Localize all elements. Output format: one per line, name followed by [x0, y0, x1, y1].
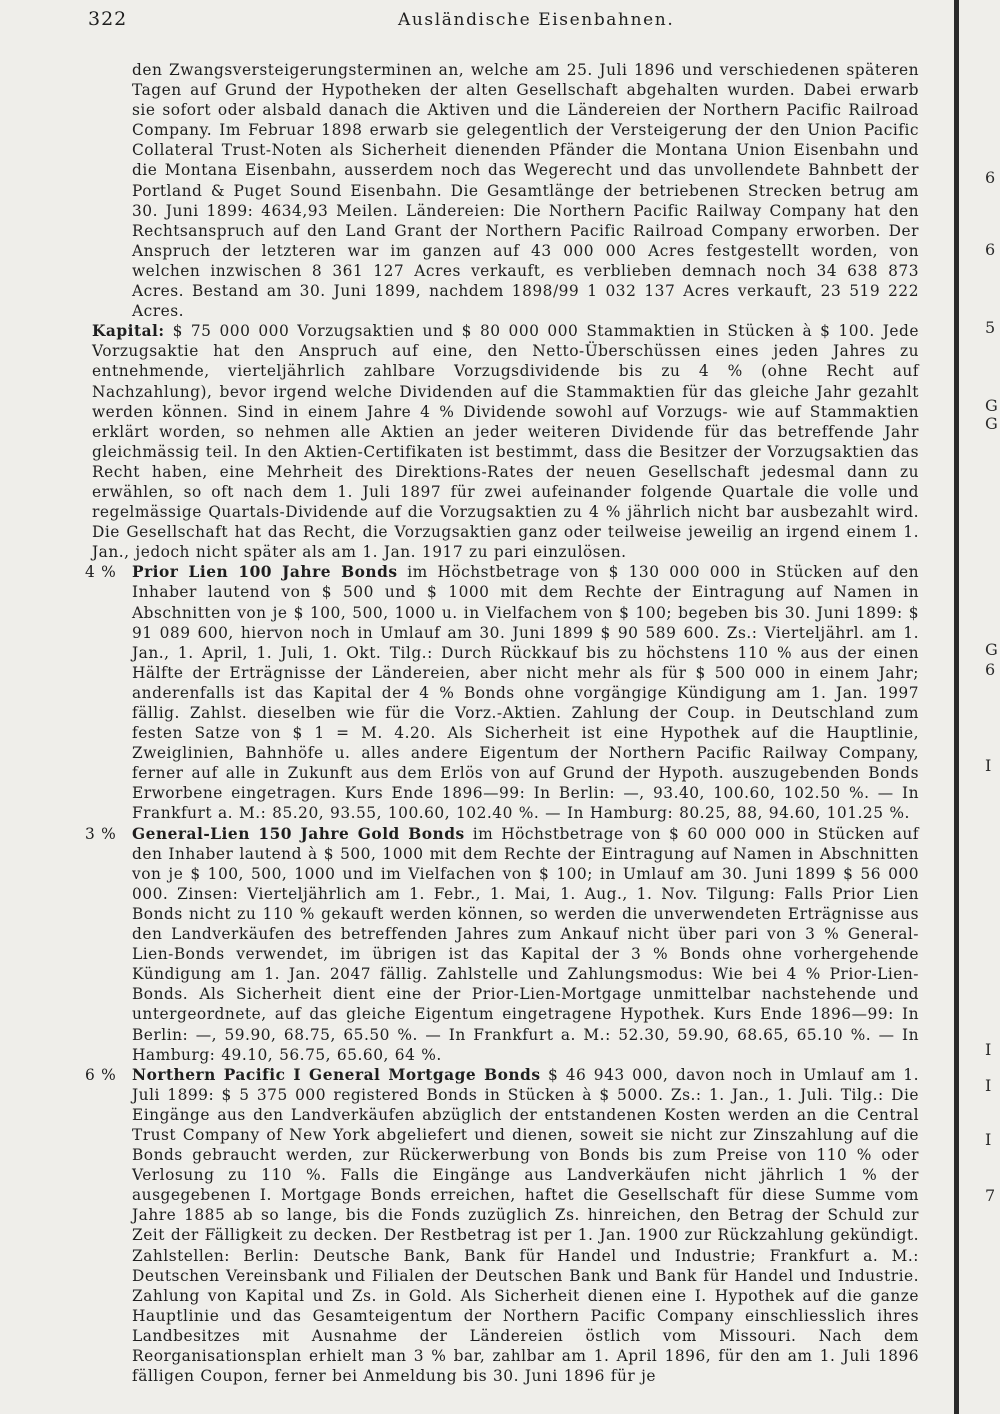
interest-rate-marker: 6 %	[85, 1065, 117, 1084]
interest-rate-marker: 3 %	[85, 824, 117, 843]
section-text: im Höchstbetrage von $ 130 000 000 in Stücken auf den Inhaber lautend von $ 500 und $ 1000 mit dem Rechte der Eintragung auf Namen in Abschnitten von je $ 100, 500, 1000 u. in Vielfachem von $ 100; begeben bis 30. Juni 1899: $ 91 089 600, hiervon noch in Umlauf am 30. Juni 1899 $ 90 589 600. Zs.: Vierteljährl. am 1. Jan., 1. April, 1. Juli, 1. Okt. Tilg.: Durch Rückkauf bis zu höchstens 110 % aus der einen Hälfte der Erträgnisse der Ländereien, aber nicht mehr als für $ 500 000 in einem Jahr; anderenfalls ist das Kapital der 4 % Bonds ohne vorgängige Kündigung am 1. Jan. 1997 fällig. Zahlst. dieselben wie für die Vorz.-Aktien. Zahlung der Coup. in Deutschland zum festen Satze von $ 1 = M. 4.20. Als Sicherheit ist eine Hypothek auf die Hauptlinie, Zweiglinien, Bahnhöfe u. alles andere Eigentum der Northern Pacific Railway Company, ferner auf alle in Zukunft aus dem Erlös von auf Grund der Hypoth. auszugebenden Bonds Erworbene eingetragen. Kurs Ende 1896—99: In Berlin: —, 93.40, 100.60, 102.50 %. — In Frankfurt a. M.: 85.20, 93.55, 100.60, 102.40 %. — In Hamburg: 80.25, 88, 94.60, 101.25 %.	[132, 563, 919, 823]
margin-fragment: I	[985, 1076, 992, 1095]
section-text: $ 46 943 000, davon noch in Umlauf am 1. Juli 1899: $ 5 375 000 registered Bonds in Stücken à $ 5000. Zs.: 1. Jan., 1. Juli. Tilg.: Die Eingänge aus den Landverkäufen abzüglich der entstandenen Kosten werden an die Central Trust Company of New York abgeliefert und dienen, soweit sie nicht zur Zinszahlung auf die Bonds gebraucht werden, zur Rückerwerbung von Bonds bis zum Preise von 110 % oder Verlosung zu 110 %. Falls die Eingänge aus Landverkäufen nicht jährlich 1 % der ausgegebenen I. Mortgage Bonds erreichen, haftet die Gesellschaft für diese Summe vom Jahre 1885 ab so lange, bis die Fonds zuzüglich Zs. hinreichen, den Betrag der Schuld zur Zeit der Fälligkeit zu decken. Der Restbetrag ist per 1. Jan. 1900 zur Rückzahlung gekündigt. Zahlstellen: Berlin: Deutsche Bank, Bank für Handel und Industrie; Frankfurt a. M.: Deutschen Vereinsbank und Filialen der Deutschen Bank und Bank für Handel und Industrie. Zahlung von Kapital und Zs. in Gold. Als Sicherheit dienen eine I. Hypothek auf die ganze Hauptlinie und das Gesamteigentum der Northern Pacific Company einschliesslich ihres Landbesitzes mit Ausnahme der Ländereien östlich vom Missouri. Nach dem Reorganisationsplan erhielt man 3 % bar, zahlbar am 1. April 1896, für den am 1. Juli 1896 fälligen Coupon, ferner bei Anmeldung bis 30. Juni 1896 für je	[132, 1065, 919, 1386]
margin-fragment: 6	[985, 660, 996, 679]
margin-fragment: G	[985, 396, 998, 415]
paragraph-text: den Zwangsversteigerungsterminen an, welche am 25. Juli 1896 und verschiedenen späteren Tagen auf Grund der Hypotheken der alten Gesellschaft abgehalten wurden. Dabei erwarb sie sofort oder alsbald danach die Aktiven und die Ländereien der Northern Pacific Railroad Company. Im Februar 1898 erwarb sie gelegentlich der Versteigerung der den Union Pacific Collateral Trust-Noten als Sicherheit dienenden Pfänder die Montana Union Eisenbahn und die Montana Eisenbahn, ausserdem noch das Wegerecht und das unvollendete Bahnbett der Portland & Puget Sound Eisenbahn. Die Gesamtlänge der betriebenen Strecken betrug am 30. Juni 1899: 4634,93 Meilen. Ländereien: Die Northern Pacific Railway Company hat den Rechtsanspruch auf den Land Grant der Northern Pacific Railroad Company erworben. Der Anspruch der letzteren war im ganzen auf 43 000 000 Acres festgestellt worden, von welchen inzwischen 8 361 127 Acres verkauft, es verblieben demnach noch 34 638 873 Acres. Bestand am 30. Juni 1899, nachdem 1898/99 1 032 137 Acres verkauft, 23 519 222 Acres.	[132, 61, 919, 321]
running-head: Ausländische Eisenbahnen.	[398, 10, 675, 30]
section-heading: General-Lien 150 Jahre Gold Bonds	[132, 824, 465, 843]
margin-fragment: I	[985, 756, 992, 775]
interest-rate-marker: 4 %	[85, 563, 117, 582]
section-heading: Kapital:	[92, 322, 165, 341]
section-text: im Höchstbetrage von $ 60 000 000 in Stücken auf den Inhaber lautend à $ 500, 1000 mit dem Rechte der Eintragung auf Namen in Abschnitten von je $ 100, 500, 1000 und im Vielfachen von $ 100; in Umlauf am 30. Juni 1899 $ 56 000 000. Zinsen: Vierteljährlich am 1. Febr., 1. Mai, 1. Aug., 1. Nov. Tilgung: Falls Prior Lien Bonds nicht zu 110 % gekauft werden können, so werden die unverwendeten Erträgnisse aus den Landverkäufen des betreffenden Jahres zum Ankauf nicht über pari von 3 % General-Lien-Bonds verwendet, im übrigen ist das Kapital der 3 % Bonds ohne vorhergehende Kündigung am 1. Jan. 2047 fällig. Zahlstelle und Zahlungsmodus: Wie bei 4 % Prior-Lien-Bonds. Als Sicherheit dient eine der Prior-Lien-Mortgage unmittelbar nachstehende und untergeordnete, auf das gleiche Eigentum eingetragene Hypothek. Kurs Ende 1896—99: In Berlin: —, 59.90, 68.75, 65.50 %. — In Frankfurt a. M.: 52.30, 59.90, 68.65, 65.10 %. — In Hamburg: 49.10, 56.75, 65.60, 64 %.	[132, 824, 919, 1064]
section-heading: Prior Lien 100 Jahre Bonds	[132, 563, 398, 582]
text-column	[85, 60, 919, 1386]
margin-fragment: 6	[985, 240, 996, 259]
margin-fragment: 6	[985, 168, 996, 187]
general-lien-section	[85, 824, 919, 1065]
history-paragraph	[132, 60, 919, 321]
page-number: 322	[88, 8, 128, 30]
margin-fragment: I	[985, 1040, 992, 1059]
section-heading: Northern Pacific I General Mortgage Bonds	[132, 1065, 541, 1084]
margin-fragment: I	[985, 1130, 992, 1149]
margin-fragment: 5	[985, 318, 996, 337]
page-edge-rule	[954, 0, 959, 1414]
margin-fragment: G	[985, 640, 998, 659]
margin-fragment: G	[985, 414, 998, 433]
margin-fragment: 7	[985, 1186, 996, 1205]
northern-pacific-mortgage-section	[85, 1065, 919, 1387]
kapital-section	[92, 321, 919, 562]
section-text: $ 75 000 000 Vorzugsaktien und $ 80 000 000 Stammaktien in Stücken à $ 100. Jede Vorzugsaktie hat den Anspruch auf eine, den Netto-Überschüssen eines jeden Jahres zu entnehmende, vierteljährlich zahlbare Vorzugsdividende bis zu 4 % (ohne Recht auf Nachzahlung), bevor irgend welche Dividenden auf die Stammaktien für das gleiche Jahr gezahlt werden können. Sind in einem Jahre 4 % Dividende sowohl auf Vorzugs- wie auf Stammaktien erklärt worden, so nehmen alle Aktien an jeder weiteren Dividende für das betreffende Jahr gleichmässig teil. In den Aktien-Certifikaten ist bestimmt, dass die Besitzer der Vorzugsaktien das Recht haben, eine Mehrheit des Direktions-Rates der neuen Gesellschaft jedesmal dann zu erwählen, so oft nach dem 1. Juli 1897 für zwei aufeinander folgende Quartale die volle und regelmässige Quartals-Dividende auf die Vorzugsaktien zu 4 % jährlich nicht bar ausbezahlt wird. Die Gesellschaft hat das Recht, die Vorzugsaktien ganz oder teilweise jeweilig an irgend einem 1. Jan., jedoch nicht später als am 1. Jan. 1917 zu pari einzulösen.	[92, 322, 919, 562]
prior-lien-section	[85, 562, 919, 823]
